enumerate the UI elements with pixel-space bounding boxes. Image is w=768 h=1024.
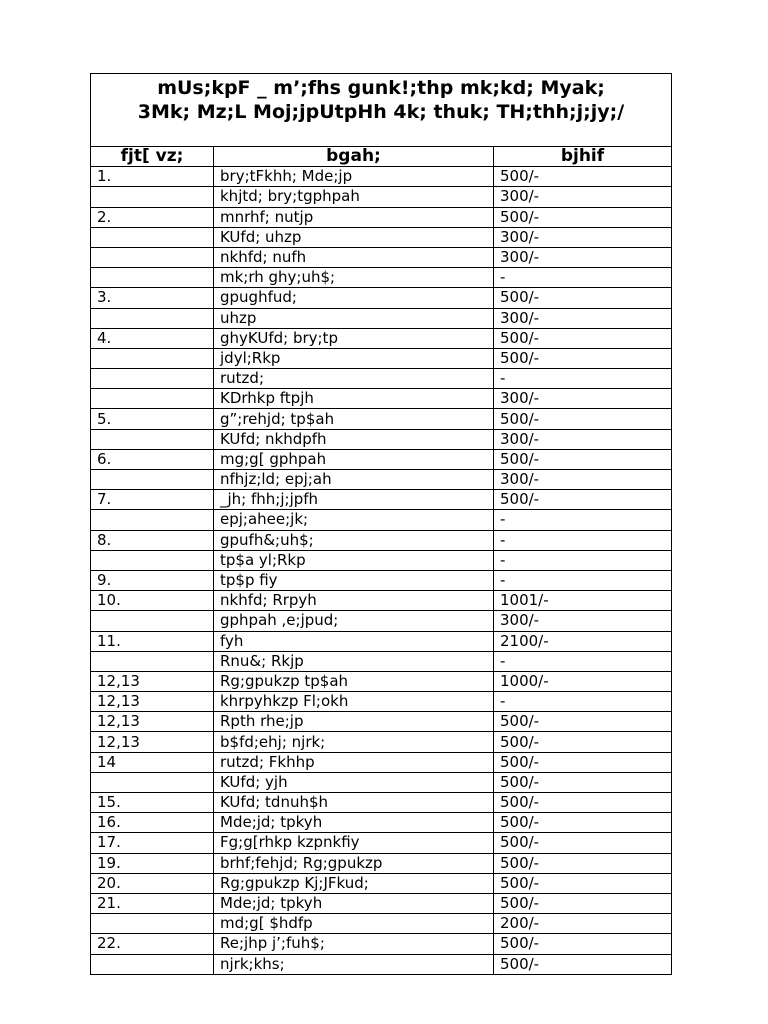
row-number xyxy=(91,389,214,409)
row-number: 6. xyxy=(91,449,214,469)
row-amount: 300/- xyxy=(494,247,672,267)
table-row xyxy=(91,934,672,954)
row-number xyxy=(91,268,214,288)
row-number: 7. xyxy=(91,490,214,510)
table-row xyxy=(91,227,672,247)
row-name: khrpyhkzp Fl;okh xyxy=(214,692,494,712)
row-amount: 500/- xyxy=(494,954,672,974)
row-number xyxy=(91,510,214,530)
row-number: 2. xyxy=(91,207,214,227)
table-row xyxy=(91,389,672,409)
row-name: nkhfd; nufh xyxy=(214,247,494,267)
row-name: nfhjz;ld; epj;ah xyxy=(214,470,494,490)
row-amount: - xyxy=(494,692,672,712)
row-amount: 500/- xyxy=(494,793,672,813)
row-amount: 500/- xyxy=(494,348,672,368)
row-amount: 500/- xyxy=(494,772,672,792)
header-name: bgah; xyxy=(214,147,494,167)
row-name: KUfd; yjh xyxy=(214,772,494,792)
table-row xyxy=(91,328,672,348)
row-name: tp$a yl;Rkp xyxy=(214,550,494,570)
row-amount: 500/- xyxy=(494,409,672,429)
table-row xyxy=(91,510,672,530)
row-amount: 500/- xyxy=(494,752,672,772)
table-row xyxy=(91,409,672,429)
row-name: md;g[ $hdfp xyxy=(214,914,494,934)
row-name: Mde;jd; tpkyh xyxy=(214,813,494,833)
row-amount: 300/- xyxy=(494,611,672,631)
row-number: 9. xyxy=(91,570,214,590)
table-row xyxy=(91,954,672,974)
row-number: 12,13 xyxy=(91,671,214,691)
table-row xyxy=(91,308,672,328)
row-amount: 500/- xyxy=(494,833,672,853)
row-number: 17. xyxy=(91,833,214,853)
row-amount: 200/- xyxy=(494,914,672,934)
table-row xyxy=(91,611,672,631)
row-name: nkhfd; Rrpyh xyxy=(214,591,494,611)
row-number xyxy=(91,914,214,934)
table-row xyxy=(91,752,672,772)
row-name: Rg;gpukzp Kj;JFkud; xyxy=(214,873,494,893)
row-amount: 500/- xyxy=(494,328,672,348)
row-name: KUfd; nkhdpfh xyxy=(214,429,494,449)
row-amount: 300/- xyxy=(494,308,672,328)
row-amount: 500/- xyxy=(494,712,672,732)
table-row xyxy=(91,490,672,510)
row-name: rutzd; Fkhhp xyxy=(214,752,494,772)
table-row xyxy=(91,631,672,651)
row-name: uhzp xyxy=(214,308,494,328)
row-amount: 1001/- xyxy=(494,591,672,611)
table-row xyxy=(91,167,672,187)
row-number xyxy=(91,954,214,974)
row-number: 12,13 xyxy=(91,692,214,712)
table-row xyxy=(91,873,672,893)
table-row xyxy=(91,429,672,449)
title-line-1: mUs;kpF _ m’;fhs gunk!;thp mk;kd; Myak; xyxy=(157,77,605,99)
table-row xyxy=(91,813,672,833)
row-name: Mde;jd; tpkyh xyxy=(214,893,494,913)
table-row xyxy=(91,369,672,389)
row-number: 8. xyxy=(91,530,214,550)
row-number: 12,13 xyxy=(91,732,214,752)
row-name: tp$p fiy xyxy=(214,570,494,590)
row-number xyxy=(91,651,214,671)
table-row xyxy=(91,651,672,671)
row-number: 11. xyxy=(91,631,214,651)
row-name: khjtd; bry;tgphpah xyxy=(214,187,494,207)
title-row xyxy=(91,74,672,147)
row-name: epj;ahee;jk; xyxy=(214,510,494,530)
row-amount: 500/- xyxy=(494,288,672,308)
row-name: mk;rh ghy;uh$; xyxy=(214,268,494,288)
row-number: 20. xyxy=(91,873,214,893)
table-row xyxy=(91,470,672,490)
row-number: 10. xyxy=(91,591,214,611)
row-amount: - xyxy=(494,651,672,671)
row-amount: - xyxy=(494,268,672,288)
row-number xyxy=(91,470,214,490)
row-amount: 500/- xyxy=(494,449,672,469)
title-line-2: 3Mk; Mz;L Moj;jpUtpHh 4k; thuk; TH;thh;j;jy;/ xyxy=(137,101,625,123)
row-amount: - xyxy=(494,369,672,389)
row-amount: 500/- xyxy=(494,934,672,954)
row-amount: 500/- xyxy=(494,732,672,752)
table-row xyxy=(91,530,672,550)
table-row xyxy=(91,288,672,308)
row-number: 15. xyxy=(91,793,214,813)
row-amount: 300/- xyxy=(494,429,672,449)
table-row xyxy=(91,692,672,712)
row-amount: 1000/- xyxy=(494,671,672,691)
row-number xyxy=(91,429,214,449)
table-row xyxy=(91,732,672,752)
row-name: KDrhkp ftpjh xyxy=(214,389,494,409)
row-name: njrk;khs; xyxy=(214,954,494,974)
row-amount: 500/- xyxy=(494,207,672,227)
row-name: b$fd;ehj; njrk; xyxy=(214,732,494,752)
document-title xyxy=(91,74,672,147)
row-name: fyh xyxy=(214,631,494,651)
row-amount: 500/- xyxy=(494,853,672,873)
row-name: KUfd; tdnuh$h xyxy=(214,793,494,813)
table-row xyxy=(91,247,672,267)
row-number: 5. xyxy=(91,409,214,429)
donation-table xyxy=(90,73,672,975)
row-name: rutzd; xyxy=(214,369,494,389)
table-row xyxy=(91,712,672,732)
table-row xyxy=(91,914,672,934)
row-name: _jh; fhh;j;jpfh xyxy=(214,490,494,510)
header-amount: bjhif xyxy=(494,147,672,167)
table-row xyxy=(91,187,672,207)
row-number xyxy=(91,611,214,631)
table-row xyxy=(91,449,672,469)
row-number: 4. xyxy=(91,328,214,348)
table-row xyxy=(91,591,672,611)
row-number: 3. xyxy=(91,288,214,308)
row-number xyxy=(91,308,214,328)
row-number xyxy=(91,348,214,368)
table-row xyxy=(91,550,672,570)
row-number: 16. xyxy=(91,813,214,833)
row-amount: - xyxy=(494,530,672,550)
row-number: 21. xyxy=(91,893,214,913)
row-amount: 500/- xyxy=(494,893,672,913)
row-amount: 500/- xyxy=(494,490,672,510)
row-name: brhf;fehjd; Rg;gpukzp xyxy=(214,853,494,873)
table-row xyxy=(91,268,672,288)
row-number: 14 xyxy=(91,752,214,772)
row-number xyxy=(91,550,214,570)
row-number xyxy=(91,227,214,247)
table-body xyxy=(91,167,672,975)
row-name: ghyKUfd; bry;tp xyxy=(214,328,494,348)
row-name: gpughfud; xyxy=(214,288,494,308)
row-name: bry;tFkhh; Mde;jp xyxy=(214,167,494,187)
row-number: 12,13 xyxy=(91,712,214,732)
row-number xyxy=(91,247,214,267)
header-row xyxy=(91,147,672,167)
row-number: 22. xyxy=(91,934,214,954)
header-number: fjt[ vz; xyxy=(91,147,214,167)
row-number xyxy=(91,187,214,207)
row-amount: 300/- xyxy=(494,227,672,247)
row-name: gpufh&;uh$; xyxy=(214,530,494,550)
row-number xyxy=(91,369,214,389)
row-name: jdyl;Rkp xyxy=(214,348,494,368)
row-name: Re;jhp j’;fuh$; xyxy=(214,934,494,954)
row-amount: 500/- xyxy=(494,873,672,893)
row-amount: - xyxy=(494,570,672,590)
row-name: gphpah ,e;jpud; xyxy=(214,611,494,631)
row-name: g”;rehjd; tp$ah xyxy=(214,409,494,429)
table-row xyxy=(91,671,672,691)
row-amount: - xyxy=(494,550,672,570)
row-name: Fg;g[rhkp kzpnkfiy xyxy=(214,833,494,853)
row-amount: 500/- xyxy=(494,167,672,187)
row-amount: - xyxy=(494,510,672,530)
table-row xyxy=(91,853,672,873)
row-name: KUfd; uhzp xyxy=(214,227,494,247)
row-name: mnrhf; nutjp xyxy=(214,207,494,227)
row-number: 1. xyxy=(91,167,214,187)
row-amount: 300/- xyxy=(494,389,672,409)
row-name: Rpth rhe;jp xyxy=(214,712,494,732)
table-row xyxy=(91,793,672,813)
row-number xyxy=(91,772,214,792)
row-amount: 2100/- xyxy=(494,631,672,651)
table-row xyxy=(91,772,672,792)
table-row xyxy=(91,893,672,913)
row-amount: 300/- xyxy=(494,187,672,207)
row-name: Rg;gpukzp tp$ah xyxy=(214,671,494,691)
table-row xyxy=(91,348,672,368)
row-name: mg;g[ gphpah xyxy=(214,449,494,469)
table-row xyxy=(91,570,672,590)
row-amount: 300/- xyxy=(494,470,672,490)
table-row xyxy=(91,207,672,227)
row-number: 19. xyxy=(91,853,214,873)
row-name: Rnu&; Rkjp xyxy=(214,651,494,671)
row-amount: 500/- xyxy=(494,813,672,833)
table-row xyxy=(91,833,672,853)
